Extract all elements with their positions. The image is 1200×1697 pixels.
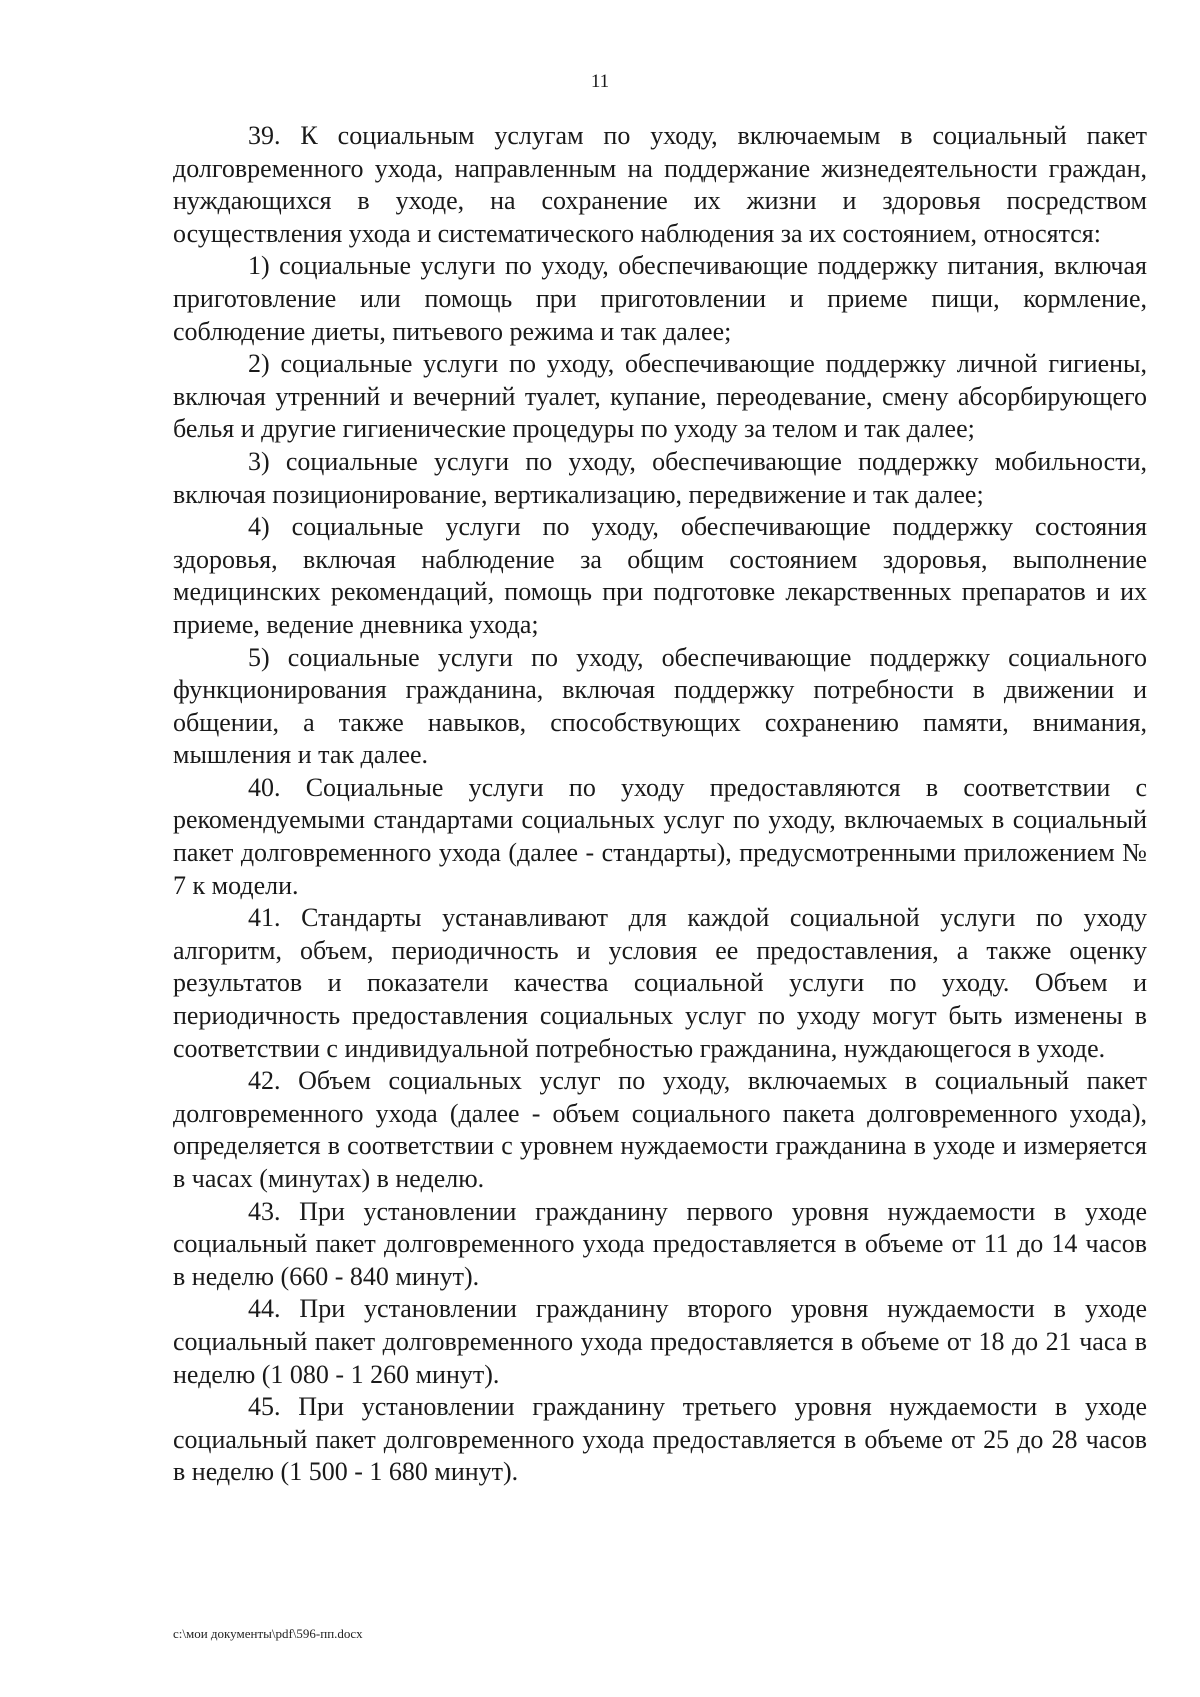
paragraph-42: 42. Объем социальных услуг по уходу, включаемых в социальный пакет долговременного ухода (далее - объем социального пакета долговременного ухода), определяется в соответствии с уровнем нуждаемости гражданина в уходе и измеряется в часах (минутах) в неделю. xyxy=(173,1066,1147,1193)
paragraph-41: 41. Стандарты устанавливают для каждой социальной услуги по уходу алгоритм, объем, периодичность и условия ее предоставления, а также оценку результатов и показатели качества социальной услуги по уходу. Объем и периодичность предоставления социальных услуг по уходу могут быть изменены в соответствии с индивидуальной потребностью гражданина, нуждающегося в уходе. xyxy=(173,903,1147,1063)
paragraph-45: 45. При установлении гражданину третьего уровня нуждаемости в уходе социальный пакет долговременного ухода предоставляется в объеме от 25 до 28 часов в неделю (1 500 - 1 680 минут). xyxy=(173,1392,1147,1487)
list-item-4: 4) социальные услуги по уходу, обеспечивающие поддержку состояния здоровья, включая наблюдение за общим состоянием здоровья, выполнение медицинских рекомендаций, помощь при подготовке лекарственных препаратов и их приеме, ведение дневника ухода; xyxy=(173,512,1147,639)
list-item-2: 2) социальные услуги по уходу, обеспечивающие поддержку личной гигиены, включая утренний и вечерний туалет, купание, переодевание, смену абсорбирующего белья и другие гигиенические процедуры по уходу за телом и так далее; xyxy=(173,349,1147,444)
list-item-1: 1) социальные услуги по уходу, обеспечивающие поддержку питания, включая приготовление или помощь при приготовлении и приеме пищи, кормление, соблюдение диеты, питьевого режима и так далее; xyxy=(173,251,1147,346)
footer-file-path: c:\мои документы\pdf\596-пп.docx xyxy=(173,1626,363,1641)
paragraph-40: 40. Социальные услуги по уходу предоставляются в соответствии с рекомендуемыми стандартами социальных услуг по уходу, включаемых в социальный пакет долговременного ухода (далее - стандарты), предусмотренными приложением № 7 к модели. xyxy=(173,772,1147,900)
paragraph-44: 44. При установлении гражданину второго уровня нуждаемости в уходе социальный пакет долговременного ухода предоставляется в объеме от 18 до 21 часа в неделю (1 080 - 1 260 минут). xyxy=(173,1294,1147,1389)
list-item-5: 5) социальные услуги по уходу, обеспечивающие поддержку социального функционирования гражданина, включая поддержку потребности в движении и общении, а также навыков, способствующих сохранению памяти, внимания, мышления и так далее. xyxy=(173,642,1147,770)
paragraph-43: 43. При установлении гражданину первого уровня нуждаемости в уходе социальный пакет долговременного ухода предоставляется в объеме от 11 до 14 часов в неделю (660 - 840 минут). xyxy=(173,1196,1147,1291)
page-number: 11 xyxy=(590,71,610,92)
document-body xyxy=(173,120,1147,1489)
list-item-3: 3) социальные услуги по уходу, обеспечивающие поддержку мобильности, включая позиционирование, вертикализацию, передвижение и так далее; xyxy=(173,446,1147,509)
paragraph-39: 39. К социальным услугам по уходу, включаемым в социальный пакет долговременного ухода, направленным на поддержание жизнедеятельности граждан, нуждающихся в уходе, на сохранение их жизни и здоровья посредством осуществления ухода и систематического наблюдения за их состоянием, относятся: xyxy=(173,121,1147,248)
